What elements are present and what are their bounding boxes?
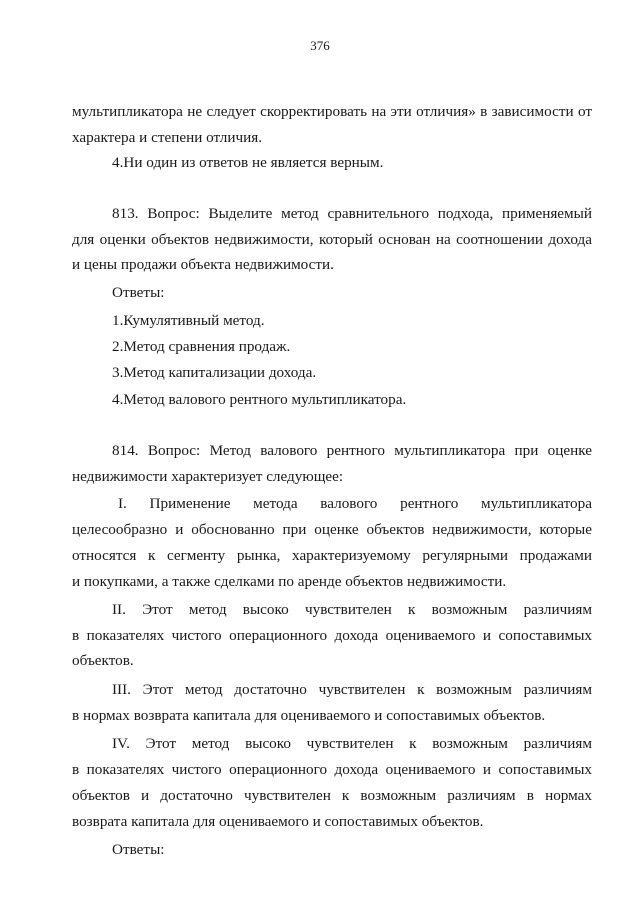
answers-label: Ответы: xyxy=(112,841,165,858)
answer-option-4: 4.Метод валового рентного мультипликатора. xyxy=(112,391,407,408)
answer-option-3: 3.Метод капитализации дохода. xyxy=(112,364,317,381)
statement-1-line: и покупками, а также сделками по аренде объектов недвижимости. xyxy=(72,573,507,590)
statement-2-line: в показателях чистого операционного дохода оцениваемого и сопоставимых xyxy=(72,627,592,644)
statement-1-line: относятся к сегменту рынка, характеризуемому регулярными продажами xyxy=(72,547,592,564)
statement-4-line: в показателях чистого операционного дохода оцениваемого и сопоставимых xyxy=(72,761,592,778)
answer-option-4: 4.Ни один из ответов не является верным. xyxy=(112,154,384,171)
text-line: мультипликатора не следует скорректировать на эти отличия» в зависимости от xyxy=(72,103,592,120)
answer-option-2: 2.Метод сравнения продаж. xyxy=(112,338,291,355)
statement-4-line: IV. Этот метод высоко чувствителен к возможным различиям xyxy=(112,735,592,752)
statement-2-line: II. Этот метод высоко чувствителен к возможным различиям xyxy=(112,601,592,618)
statement-4-line: возврата капитала для оцениваемого и сопоставимых объектов. xyxy=(72,813,484,830)
text-line: характера и степени отличия. xyxy=(72,129,263,146)
statement-3-line: в нормах возврата капитала для оцениваемого и сопоставимых объектов. xyxy=(72,707,546,724)
question-814-line: 814. Вопрос: Метод валового рентного мультипликатора при оценке xyxy=(112,442,592,459)
statement-1-line: I. Применение метода валового рентного мультипликатора xyxy=(118,495,592,512)
question-813-line: 813. Вопрос: Выделите метод сравнительного подхода, применяемый xyxy=(112,205,592,222)
statement-1-line: целесообразно и обоснованно при оценке объектов недвижимости, которые xyxy=(72,521,592,538)
answer-option-1: 1.Кумулятивный метод. xyxy=(112,312,265,329)
page-number: 376 xyxy=(310,38,330,53)
statement-4-line: объектов и достаточно чувствителен к возможным различиям в нормах xyxy=(72,787,592,804)
question-814-line: недвижимости характеризует следующее: xyxy=(72,468,344,485)
question-813-line: для оценки объектов недвижимости, который основан на соотношении дохода xyxy=(72,231,592,248)
statement-2-line: объектов. xyxy=(72,652,134,669)
statement-3-line: III. Этот метод достаточно чувствителен к возможным различиям xyxy=(112,681,592,698)
question-813-line: и цены продажи объекта недвижимости. xyxy=(72,256,334,273)
answers-label: Ответы: xyxy=(112,284,165,301)
